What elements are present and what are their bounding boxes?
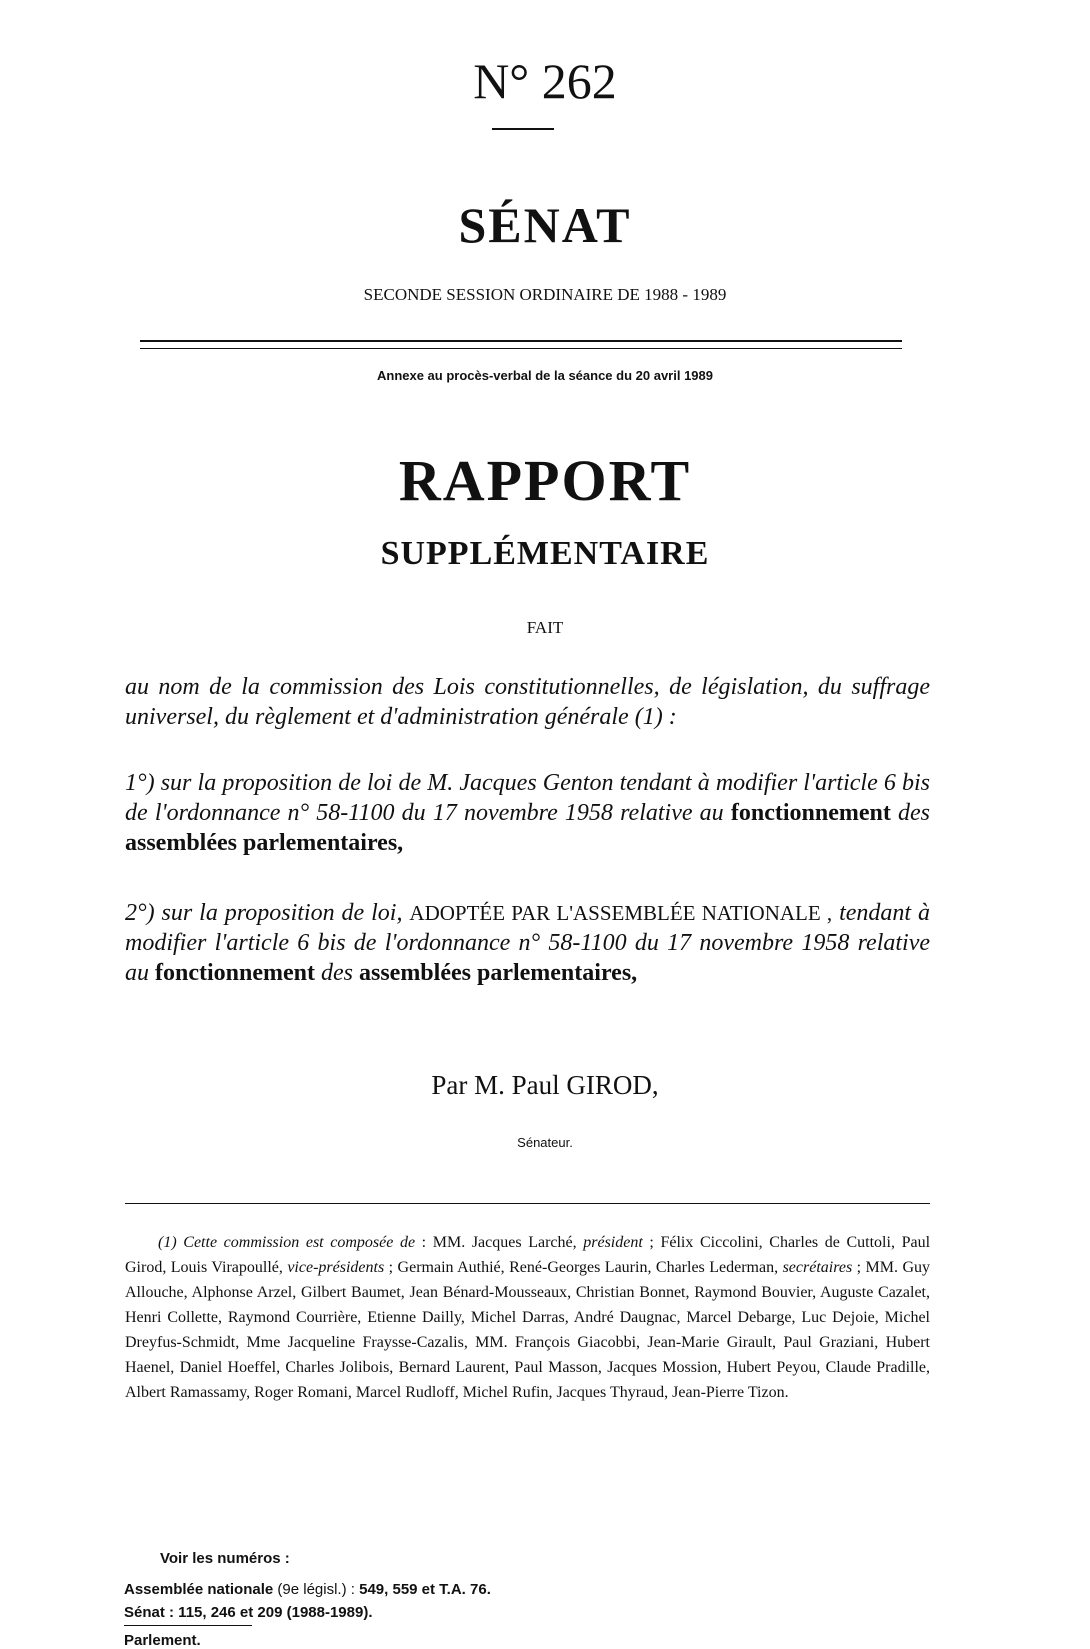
references-heading: Voir les numéros : (160, 1550, 290, 1567)
item-2-bold: assemblées parlementaires, (358, 960, 638, 986)
references (124, 1578, 491, 1624)
item-1-text: 1°) sur la proposition de loi de M. Jacques Genton tendant à modifier l'article 6 bis de l'ordonnance n° 58-1100 du 17 novembre 1958 relative au (125, 770, 930, 826)
annex-line: Annexe au procès-verbal de la séance du 20 avril 1989 (376, 368, 713, 383)
session-line: SECONDE SESSION ORDINAIRE DE 1988 - 1989 (363, 285, 727, 304)
category-label: Parlement. (124, 1632, 201, 1649)
divider (492, 128, 554, 130)
footnote-role: président (583, 1234, 643, 1251)
item-1-bold: assemblées parlementaires, (125, 830, 404, 856)
item-1-text: des (898, 800, 931, 826)
reference-senat: Sénat : 115, 246 et 209 (1988-1989). (124, 1604, 373, 1621)
item-2-text: 2°) sur la proposition de loi, (125, 900, 403, 926)
item-2-bold: fonctionnement (155, 960, 315, 986)
ref-label: Assemblée nationale (124, 1581, 274, 1598)
fait-label: FAIT (526, 618, 564, 637)
footnote-text: ; Félix Ciccolini, Charles de Cuttoli, Paul Girod, Louis Virapoullé, (125, 1234, 931, 1276)
item-2-text: tendant à modifier l'article 6 bis de l'ordonnance n° 58-1100 du 17 novembre 1958 relative au (125, 900, 931, 986)
document-number: N° 262 (473, 53, 617, 109)
item-2-text: des (320, 960, 353, 986)
footnote-text: ; MM. Guy Allouche, Alphonse Arzel, Gilbert Baumet, Jean Bénard-Mousseaux, Christian Bonnet, Raymond Bouvier, Auguste Cazalet, Henri Collette, Raymond Courrière, Etienne Dailly, Michel Darras, André Daugnac, Marcel Debarge, Luc Dejoie, Michel Dreyfus-Schmidt, Mme Jacqueline Fraysse-Cazalis, MM. François Giacobbi, Jean-Marie Girault, Paul Graziani, Hubert Haenel, Daniel Hoeffel, Charles Jolibois, Bernard Laurent, Paul Masson, Jacques Mossion, Hubert Peyou, Claude Pradille, Albert Ramassamy, Roger Romani, Marcel Rudloff, Michel Rufin, Jacques Thyraud, Jean-Pierre Tizon. (125, 1259, 931, 1401)
item-1 (125, 768, 930, 858)
divider (140, 340, 902, 342)
ref-numbers: 549, 559 et T.A. 76. (359, 1581, 491, 1598)
report-subtitle: SUPPLÉMENTAIRE (380, 535, 710, 572)
ref-legislature: (9e législ.) : (273, 1581, 360, 1598)
report-title: RAPPORT (398, 448, 692, 513)
footnote-text: ; Germain Authié, René-Georges Laurin, Charles Lederman, (384, 1259, 783, 1276)
reference-assemblee (124, 1578, 491, 1601)
item-2-caps: ADOPTÉE PAR L'ASSEMBLÉE NATIONALE , (409, 901, 833, 925)
footnote (125, 1230, 930, 1405)
author: Par M. Paul GIROD, (431, 1070, 659, 1100)
commission-paragraph: au nom de la commission des Lois constitutionnelles, de législation, du suffrage universel, du règlement et d'administration générale (1) : (125, 674, 930, 730)
chamber-title: SÉNAT (458, 197, 632, 253)
divider (125, 1203, 930, 1204)
footnote-role: secrétaires (782, 1259, 853, 1276)
item-2 (125, 898, 930, 988)
divider (140, 348, 902, 349)
divider (124, 1625, 252, 1626)
item-1-bold: fonctionnement (730, 800, 891, 826)
footnote-text: : MM. Jacques Larché, (415, 1234, 584, 1251)
footnote-label: (1) Cette commission est composée de (158, 1234, 416, 1251)
footnote-role: vice-présidents (287, 1259, 385, 1276)
author-role: Sénateur. (517, 1135, 573, 1150)
